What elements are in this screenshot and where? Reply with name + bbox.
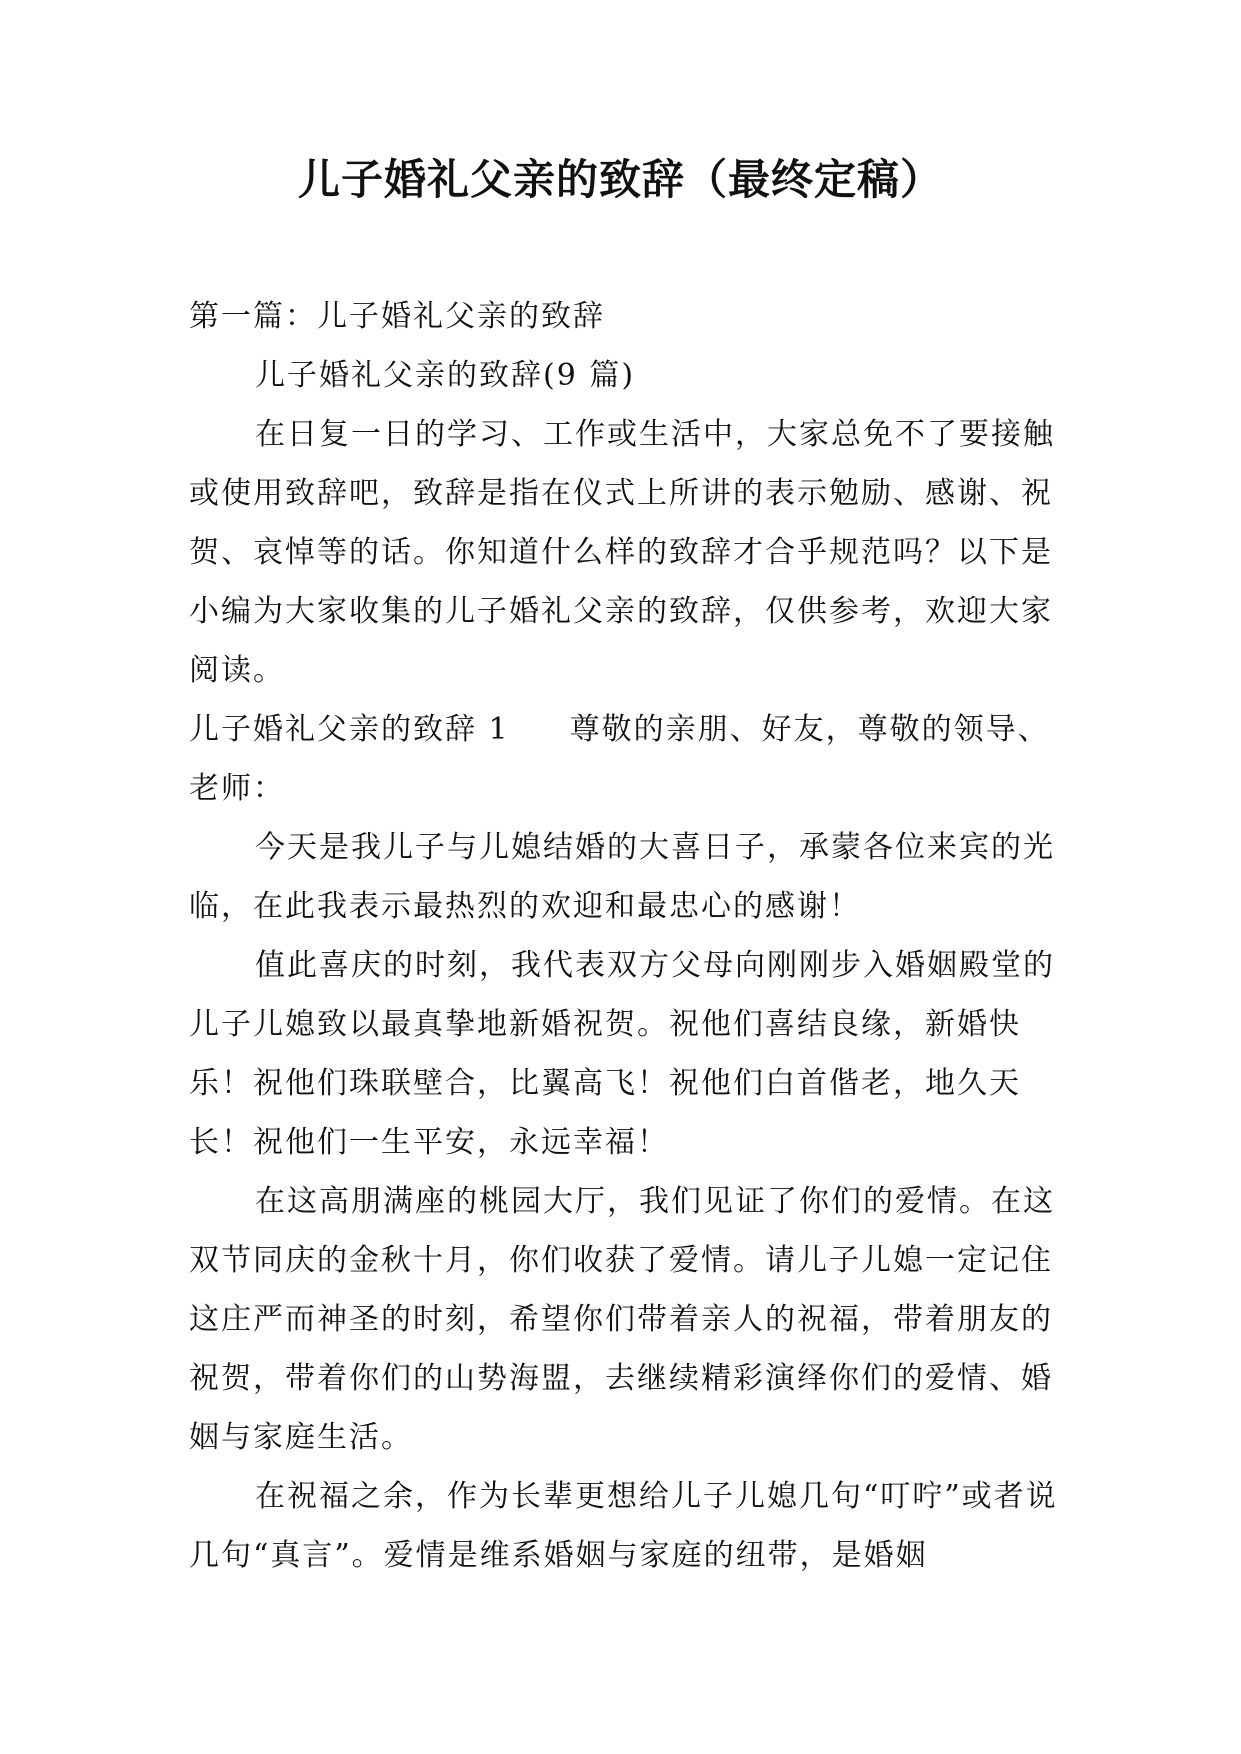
document-title: 儿子婚礼父亲的致辞（最终定稿）: [297, 155, 943, 204]
intro-paragraph: 在日复一日的学习、工作或生活中，大家总免不了要接触或使用致辞吧，致辞是指在仪式上所讲的表示勉励、感谢、祝贺、哀悼等的话。你知道什么样的致辞才合乎规范吗？以下是小编为大家收集的儿子婚礼父亲的致辞，仅供参考，欢迎大家阅读。: [189, 417, 1055, 688]
speech-greeting: 尊敬的亲朋、好友，尊敬的领导、: [569, 712, 1050, 747]
part-heading: 第一篇：儿子婚礼父亲的致辞: [189, 299, 605, 334]
body-paragraph: 值此喜庆的时刻，我代表双方父母向刚刚步入婚姻殿堂的儿子儿媳致以最真挚地新婚祝贺。祝他们喜结良缘，新婚快乐！祝他们珠联壁合，比翼高飞！祝他们白首偕老，地久天长！祝他们一生平安，永远幸福！: [189, 948, 1055, 1160]
speech-label: 儿子婚礼父亲的致辞 1: [189, 712, 510, 747]
body-paragraph: 在祝福之余，作为长辈更想给儿子儿媳几句“叮咛”或者说几句“真言”。爱情是维系婚姻与家庭的纽带，是婚姻: [189, 1479, 1058, 1573]
document-body: [189, 287, 1059, 1585]
body-paragraph: 在这高朋满座的桃园大厅，我们见证了你们的爱情。在这双节同庆的金秋十月，你们收获了爱情。请儿子儿媳一定记住这庄严而神圣的时刻，希望你们带着亲人的祝福，带着朋友的祝贺，带着你们的山势海盟，去继续精彩演绎你们的爱情、婚姻与家庭生活。: [189, 1184, 1055, 1455]
speech-greeting-continued: 老师：: [189, 771, 285, 806]
speech-heading-line: [189, 700, 1059, 759]
body-paragraph: 今天是我儿子与儿媳结婚的大喜日子，承蒙各位来宾的光临，在此我表示最热烈的欢迎和最忠心的感谢！: [189, 830, 1055, 924]
section-subtitle: 儿子婚礼父亲的致辞(9 篇): [255, 358, 636, 393]
